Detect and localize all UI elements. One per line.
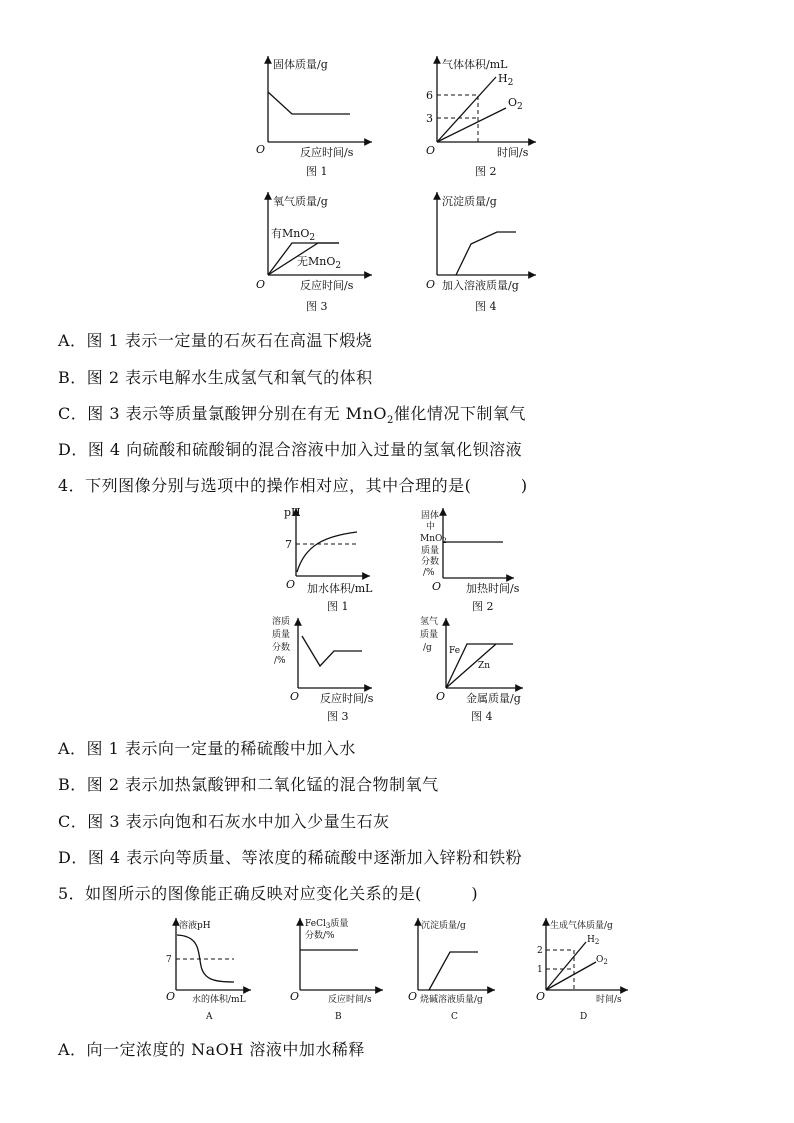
- y-label-line1: 氢气: [420, 617, 439, 627]
- figure-caption: C: [451, 1012, 458, 1022]
- q3-fig1-chart: [256, 56, 372, 178]
- h2-line: [437, 77, 496, 142]
- figure-caption: 图 4: [471, 710, 493, 723]
- q4-stem: 4．下列图像分别与选项中的操作相对应，其中合理的是( ): [58, 476, 528, 495]
- tick-7: 7: [285, 538, 292, 551]
- ph-curve: [297, 532, 357, 572]
- q5-option-a: A．向一定浓度的 NaOH 溶液中加水稀释: [58, 1040, 365, 1059]
- x-axis-label: 时间/s: [596, 995, 622, 1005]
- h2-label: $H_2$: [587, 935, 600, 946]
- y-label-line3: MnO$_2$: [420, 534, 447, 545]
- q5-figD-chart: [536, 918, 628, 1022]
- without-mno2-label: 无MnO$_2$: [297, 255, 342, 271]
- q3-option-d: D．图 4 向硫酸和硫酸铜的混合溶液中加入过量的氢氧化钡溶液: [58, 440, 523, 459]
- x-axis-label: 反应时间/s: [300, 146, 354, 159]
- fe-label: Fe: [449, 646, 461, 656]
- y-label-line2: 质量: [272, 630, 291, 640]
- y-label-line1: 固体: [421, 511, 440, 521]
- origin-label: O: [166, 990, 176, 1003]
- figure-caption: B: [335, 1012, 342, 1022]
- o2-line: [546, 962, 596, 990]
- x-axis-label: 加入溶液质量/g: [442, 279, 519, 292]
- y-axis-label: 生成气体质量/g: [550, 921, 613, 931]
- origin-label: O: [286, 578, 296, 591]
- origin-label: O: [432, 580, 442, 593]
- tick-1: 1: [537, 965, 543, 975]
- figure-caption: 图 3: [306, 300, 328, 313]
- tick-6: 6: [426, 89, 433, 102]
- y-label-line6: /%: [423, 568, 435, 578]
- y-label-line3: 分数: [272, 643, 291, 653]
- x-axis-label: 反应时间/s: [300, 279, 354, 292]
- figure-caption: D: [580, 1012, 588, 1022]
- q4-fig2-chart: [420, 508, 520, 613]
- q3-option-c-sub: 2: [387, 415, 394, 427]
- figure-caption: 图 1: [306, 165, 328, 178]
- y-axis-label: pH: [284, 506, 301, 519]
- x-axis-label: 反应时间/s: [320, 692, 374, 705]
- x-axis-label: 反应时间/s: [328, 995, 372, 1005]
- y-label-line2: 质量: [420, 630, 439, 640]
- figure-caption: 图 2: [475, 165, 497, 178]
- q3-fig4-chart: [426, 192, 536, 313]
- with-mno2-label: 有MnO$_2$: [271, 227, 316, 243]
- y-axis-label: 沉淀质量/g: [421, 921, 466, 931]
- q3-option-c-text2: 催化情况下制氧气: [393, 404, 526, 423]
- tick-2: 2: [537, 946, 543, 956]
- y-label-line4: /%: [274, 656, 286, 666]
- y-label-line1: 溶质: [272, 617, 291, 627]
- origin-label: O: [426, 278, 436, 291]
- y-axis-label: 溶液pH: [179, 921, 211, 931]
- origin-label: O: [426, 144, 436, 157]
- solute-fraction-curve: [302, 636, 362, 666]
- q5-figC-chart: [408, 918, 495, 1022]
- zn-label: Zn: [478, 661, 491, 671]
- origin-label: O: [256, 278, 266, 291]
- x-axis-label: 烧碱溶液质量/g: [420, 995, 483, 1005]
- x-axis-label: 加热时间/s: [466, 582, 520, 595]
- o2-line: [437, 108, 506, 142]
- q3-option-c: [58, 401, 526, 426]
- x-axis-label: 金属质量/g: [466, 692, 521, 705]
- figure-caption: 图 4: [475, 300, 497, 313]
- q4-option-a: A．图 1 表示向一定量的稀硫酸中加入水: [58, 739, 356, 758]
- y-axis-label: 沉淀质量/g: [442, 195, 497, 208]
- q5-figA-chart: [166, 918, 251, 1022]
- x-axis-label: 加水体积/mL: [307, 582, 373, 595]
- q3-option-a: A．图 1 表示一定量的石灰石在高温下煅烧: [58, 331, 373, 350]
- origin-label: O: [290, 990, 300, 1003]
- h2-line: [546, 942, 586, 990]
- q4-fig1-chart: [284, 506, 373, 613]
- origin-label: O: [290, 690, 300, 703]
- origin-label: O: [536, 990, 546, 1003]
- q5-stem: 5．如图所示的图像能正确反映对应变化关系的是( ): [58, 884, 479, 903]
- q3-option-b: B．图 2 表示电解水生成氢气和氧气的体积: [58, 368, 373, 387]
- x-axis-label: 水的体积/mL: [192, 995, 246, 1005]
- precipitate-curve: [456, 232, 516, 275]
- q4-fig3-chart: [272, 615, 374, 723]
- origin-label: O: [436, 690, 446, 703]
- figure-caption: 图 3: [327, 710, 349, 723]
- precipitate-curve: [429, 952, 478, 990]
- y-label-line5: 分数: [421, 557, 440, 567]
- o2-label: $O_2$: [508, 96, 523, 112]
- origin-label: O: [256, 143, 266, 156]
- q3-fig2-chart: [426, 56, 536, 178]
- y-axis-label: 固体质量/g: [273, 58, 328, 71]
- y-label-line4: 质量: [421, 546, 440, 556]
- q5-figB-chart: [290, 917, 383, 1022]
- figure-caption: 图 1: [327, 600, 349, 613]
- y-axis-label: 氧气质量/g: [273, 195, 328, 208]
- tick-7: 7: [166, 955, 172, 965]
- q4-option-b: B．图 2 表示加热氯酸钾和二氧化锰的混合物制氧气: [58, 775, 439, 794]
- x-axis-label: 时间/s: [497, 146, 529, 159]
- o2-label: $O_2$: [596, 955, 608, 966]
- y-label-line2: 中: [426, 522, 436, 532]
- y-axis-label: 气体体积/mL: [442, 58, 508, 71]
- y-label-line3: /g: [423, 643, 432, 653]
- origin-label: O: [408, 990, 418, 1003]
- figure-caption: A: [206, 1012, 213, 1022]
- q4-fig4-chart: [420, 615, 523, 723]
- h2-label: $H_2$: [498, 72, 514, 88]
- y-axis-label-line1: FeCl$_3$质量: [305, 919, 349, 930]
- figure-caption: 图 2: [472, 600, 494, 613]
- q3-option-c-text: C．图 3 表示等质量氯酸钾分别在有无 MnO: [58, 404, 387, 423]
- q4-option-c: C．图 3 表示向饱和石灰水中加入少量生石灰: [58, 812, 390, 831]
- solid-mass-curve: [268, 92, 350, 114]
- tick-3: 3: [426, 112, 433, 125]
- q4-option-d: D．图 4 表示向等质量、等浓度的稀硫酸中逐渐加入锌粉和铁粉: [58, 848, 523, 867]
- q3-fig3-chart: [256, 192, 372, 313]
- y-axis-label-line2: 分数/%: [305, 931, 335, 941]
